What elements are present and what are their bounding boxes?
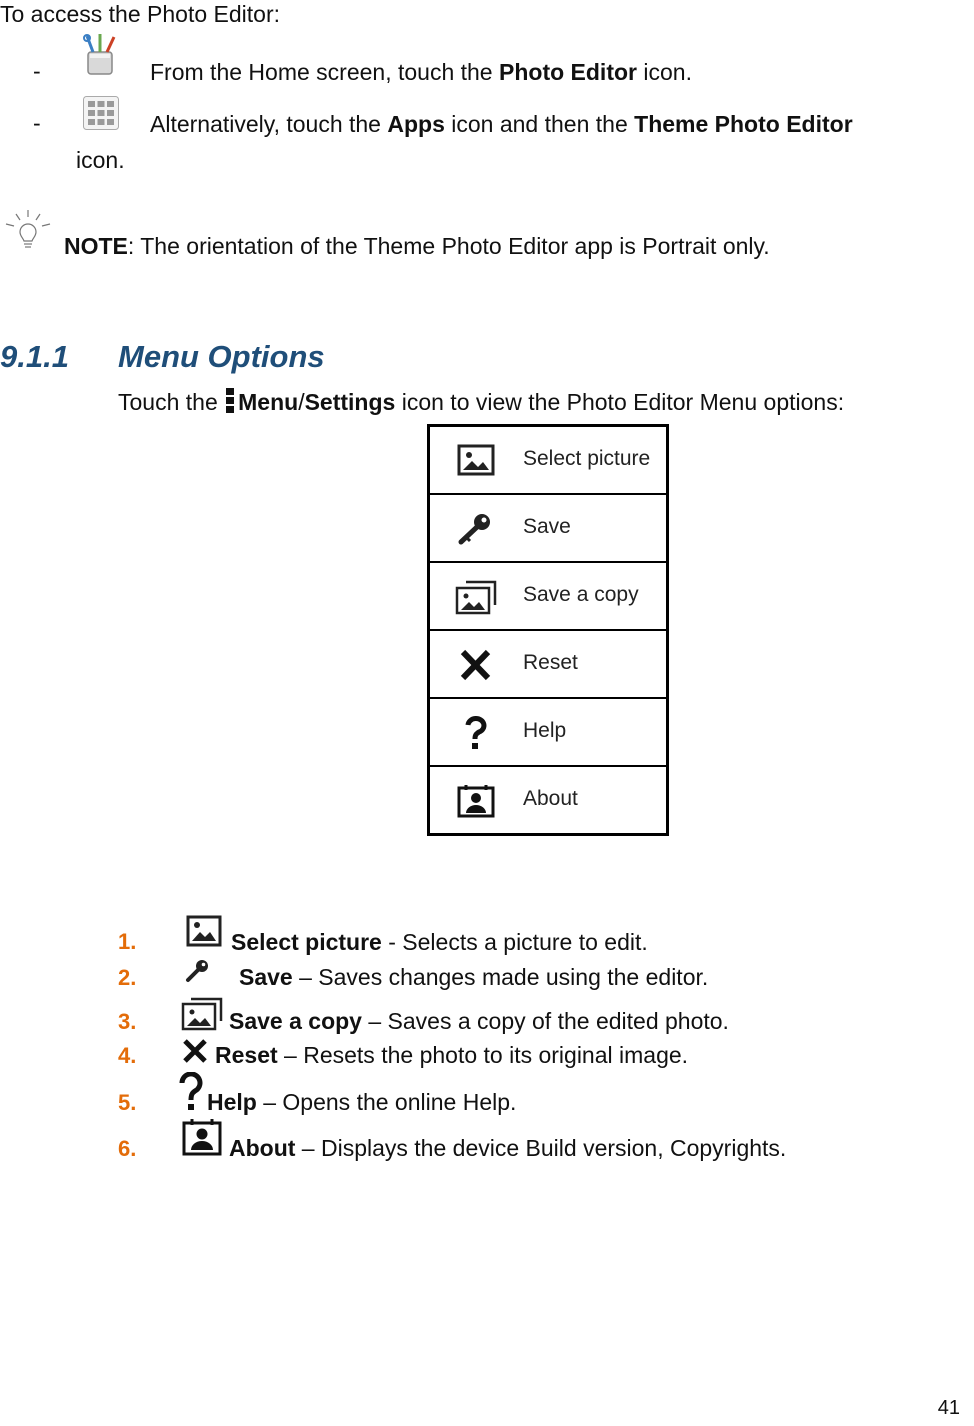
- menu-item-label: Select picture: [523, 447, 651, 470]
- list-number: 6.: [118, 1136, 137, 1161]
- intro-text: To access the Photo Editor:: [0, 1, 280, 27]
- menu-item-reset[interactable]: [430, 631, 666, 699]
- lightbulb-icon: [2, 208, 54, 256]
- about-icon: [454, 783, 498, 819]
- menu-item-label: Save a copy: [523, 583, 639, 606]
- apps-grid-icon: [83, 96, 119, 130]
- bullet-dash: -: [33, 58, 41, 84]
- list-number: 3.: [118, 1009, 137, 1034]
- image-icon: [186, 915, 222, 947]
- list-item-3: Save a copy – Saves a copy of the edited photo.: [229, 1008, 729, 1034]
- menu-item-label: Reset: [523, 651, 578, 674]
- bullet-2-text: Alternatively, touch the Apps icon and then the Theme Photo Editor: [150, 111, 853, 137]
- menu-options-screenshot: [427, 424, 669, 836]
- close-icon: [182, 1039, 208, 1063]
- image-icon: [454, 443, 498, 479]
- menu-item-about[interactable]: [430, 767, 666, 835]
- close-icon: [454, 647, 498, 683]
- list-item-5: Help – Opens the online Help.: [207, 1089, 517, 1115]
- bullet-2-continuation: icon.: [76, 147, 125, 173]
- menu-item-help[interactable]: [430, 699, 666, 767]
- page-number: 41: [937, 1397, 960, 1419]
- question-icon: [178, 1072, 204, 1112]
- section-number: 9.1.1: [0, 339, 69, 374]
- list-number: 2.: [118, 965, 137, 990]
- photo-editor-app-icon: [78, 32, 122, 76]
- menu-item-label: Save: [523, 515, 571, 538]
- menu-item-save[interactable]: [430, 495, 666, 563]
- section-title: Menu Options: [118, 339, 325, 374]
- about-icon: [180, 1117, 224, 1157]
- list-item-6: About – Displays the device Build version, Copyrights.: [229, 1135, 787, 1161]
- key-icon: [454, 511, 498, 547]
- kebab-menu-icon: [224, 388, 236, 414]
- touch-instruction: Touch the Menu/Settings icon to view the Photo Editor Menu options:: [118, 389, 845, 415]
- list-item-1: Select picture - Selects a picture to edit.: [231, 929, 648, 955]
- list-number: 1.: [118, 929, 137, 954]
- menu-item-label: Help: [523, 719, 567, 742]
- list-item-2: Save – Saves changes made using the editor.: [239, 964, 709, 990]
- question-icon: [454, 715, 498, 751]
- copy-image-icon: [180, 997, 224, 1031]
- bullet-1-text: From the Home screen, touch the Photo Editor icon.: [150, 59, 692, 85]
- note-text: NOTE: The orientation of the Theme Photo Editor app is Portrait only.: [64, 233, 770, 259]
- list-number: 4.: [118, 1043, 137, 1068]
- menu-item-select-picture[interactable]: [430, 427, 666, 495]
- list-item-4: Reset – Resets the photo to its original image.: [215, 1042, 689, 1068]
- bullet-dash: -: [33, 110, 41, 136]
- menu-item-label: About: [523, 787, 578, 810]
- menu-item-save-a-copy[interactable]: [430, 563, 666, 631]
- list-number: 5.: [118, 1090, 137, 1115]
- key-icon: [184, 958, 212, 984]
- copy-image-icon: [454, 579, 498, 615]
